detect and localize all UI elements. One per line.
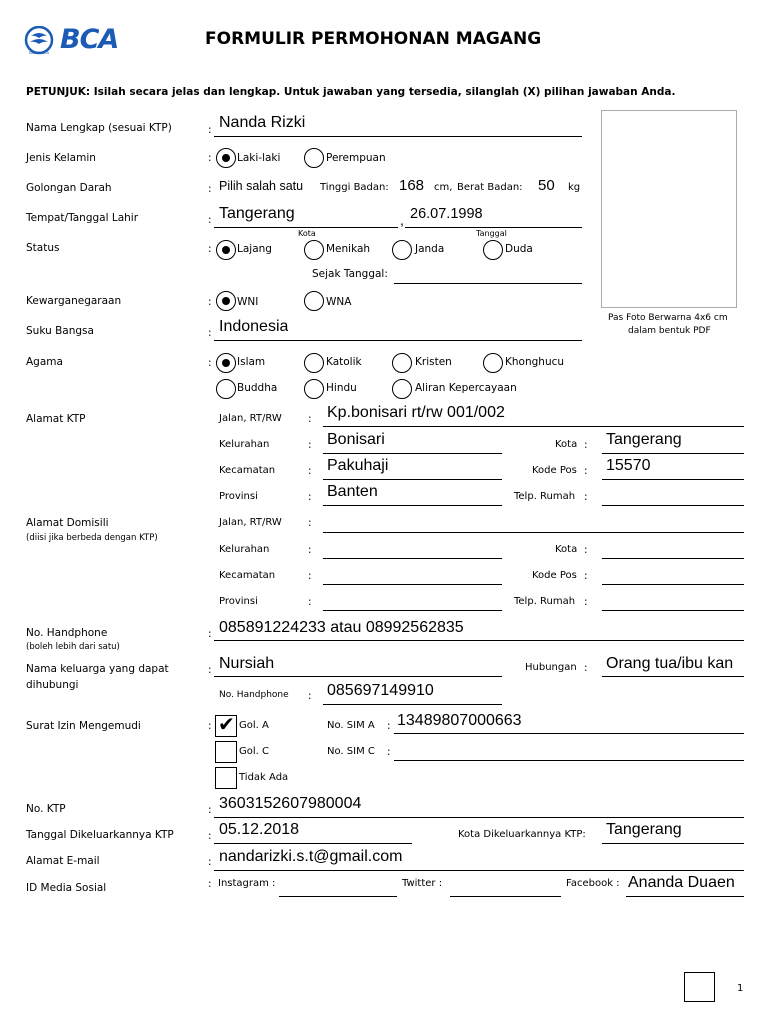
tgl-ktp-line — [214, 843, 412, 844]
check-icon: ✔ — [218, 712, 235, 736]
option-lajang: Lajang — [237, 243, 272, 255]
kota-ktp-field[interactable]: Tangerang — [606, 821, 682, 838]
option-laki-laki: Laki-laki — [237, 152, 281, 164]
tanggal-lahir-field[interactable]: 26.07.1998 — [410, 206, 483, 222]
dom-kelurahan-line[interactable] — [323, 558, 502, 559]
tinggi-badan-label: Tinggi Badan: — [320, 182, 389, 193]
radio-lajang[interactable] — [216, 240, 236, 260]
radio-duda[interactable] — [483, 240, 503, 260]
kota-ktp-label: Kota Dikeluarkannya KTP: — [458, 829, 586, 840]
radio-janda[interactable] — [392, 240, 412, 260]
option-kristen: Kristen — [415, 356, 452, 368]
ktp-telp-label: Telp. Rumah — [514, 491, 576, 502]
tidak-ada-label: Tidak Ada — [239, 772, 289, 783]
colon: : — [584, 465, 588, 477]
radio-wni[interactable] — [216, 291, 236, 311]
colon: : — [208, 296, 212, 308]
hubungan-field[interactable]: Orang tua/ibu kan — [606, 655, 734, 672]
ktp-kodepos-label: Kode Pos — [532, 465, 577, 476]
keluarga-field[interactable]: Nursiah — [219, 655, 275, 672]
ktp-kota-label: Kota — [555, 439, 578, 450]
keluarga-hp-field[interactable]: 085697149910 — [327, 682, 434, 699]
option-wni: WNI — [237, 296, 259, 308]
ktp-kota-field[interactable]: Tangerang — [606, 431, 682, 448]
handphone-line — [214, 640, 744, 641]
tempat-lahir-line — [214, 227, 398, 228]
dom-kodepos-label: Kode Pos — [532, 570, 577, 581]
gol-c-label: Gol. C — [239, 746, 269, 757]
sejak-tanggal-label: Sejak Tanggal: — [312, 268, 388, 280]
colon: : — [308, 596, 312, 608]
colon: : — [208, 878, 212, 890]
dom-provinsi-label: Provinsi — [219, 596, 258, 607]
email-line — [214, 870, 744, 871]
handphone-label: No. Handphone — [26, 627, 108, 639]
colon: : — [208, 183, 212, 195]
tgl-ktp-label: Tanggal Dikeluarkannya KTP — [26, 829, 174, 841]
photo-caption-1: Pas Foto Berwarna 4x6 cm — [608, 313, 728, 323]
sim-a-line — [394, 733, 744, 734]
jenis-kelamin-label: Jenis Kelamin — [26, 152, 96, 164]
colon: : — [308, 465, 312, 477]
radio-perempuan[interactable] — [304, 148, 324, 168]
kewarganegaraan-label: Kewarganegaraan — [26, 295, 122, 307]
ktp-label: No. KTP — [26, 803, 66, 815]
footer-box — [684, 972, 715, 1002]
dom-kecamatan-label: Kecamatan — [219, 570, 276, 581]
ttl-comma: , — [400, 212, 404, 228]
colon: : — [208, 804, 212, 816]
bca-logo-subtext: BANK BCA — [29, 50, 50, 55]
sim-c-label: No. SIM C — [327, 746, 375, 757]
ktp-jalan-label: Jalan, RT/RW — [219, 413, 282, 424]
colon: : — [308, 517, 312, 529]
kota-caption: Kota — [298, 229, 316, 238]
checkbox-gol-c[interactable] — [215, 741, 237, 763]
berat-badan-field[interactable]: 50 — [538, 177, 555, 194]
ktp-line — [214, 817, 744, 818]
dom-kota-label: Kota — [555, 544, 578, 555]
colon: : — [208, 214, 212, 226]
colon: : — [308, 690, 312, 702]
keluarga-label-1: Nama keluarga yang dapat — [26, 663, 169, 675]
option-buddha: Buddha — [237, 382, 278, 394]
facebook-line — [626, 896, 744, 897]
option-hindu: Hindu — [326, 382, 357, 394]
handphone-sublabel: (boleh lebih dari satu) — [26, 642, 120, 652]
colon: : — [208, 243, 212, 255]
berat-badan-label: Berat Badan: — [457, 182, 523, 193]
email-field[interactable]: nandarizki.s.t@gmail.com — [219, 848, 403, 865]
option-katolik: Katolik — [326, 356, 362, 368]
dom-kota-line[interactable] — [602, 558, 744, 559]
facebook-field[interactable]: Ananda Duaen — [628, 874, 735, 891]
colon: : — [308, 439, 312, 451]
page-number: 1 — [737, 983, 744, 994]
ktp-kodepos-line — [602, 479, 744, 480]
photo-box[interactable] — [601, 110, 737, 308]
alamat-domisili-label: Alamat Domisili — [26, 517, 109, 529]
colon: : — [387, 720, 391, 732]
colon: : — [584, 596, 588, 608]
radio-khonghucu[interactable] — [483, 353, 503, 373]
gol-a-label: Gol. A — [239, 720, 269, 731]
option-janda: Janda — [415, 243, 445, 255]
form-title: FORMULIR PERMOHONAN MAGANG — [205, 29, 542, 49]
ktp-kodepos-field[interactable]: 15570 — [606, 457, 651, 474]
colon: : — [308, 544, 312, 556]
golongan-darah-label: Golongan Darah — [26, 182, 112, 194]
ktp-kelurahan-field[interactable]: Bonisari — [327, 431, 385, 448]
dom-jalan-label: Jalan, RT/RW — [219, 517, 282, 528]
colon: : — [387, 746, 391, 758]
hubungan-line — [602, 676, 744, 677]
instructions: PETUNJUK: Isilah secara jelas dan lengkap. Untuk jawaban yang tersedia, silanglah (X) pilihan jawaban Anda. — [26, 86, 676, 98]
dom-kecamatan-line[interactable] — [323, 584, 502, 585]
colon: : — [584, 544, 588, 556]
twitter-label: Twitter : — [402, 878, 443, 889]
ktp-provinsi-line — [323, 505, 502, 506]
golongan-darah-select[interactable]: Pilih salah satu — [219, 179, 304, 193]
colon: : — [308, 491, 312, 503]
suku-line — [214, 340, 582, 341]
tgl-ktp-field[interactable]: 05.12.2018 — [219, 821, 300, 838]
tanggal-lahir-line — [405, 227, 582, 228]
ktp-kelurahan-line — [323, 453, 502, 454]
colon: : — [208, 357, 212, 369]
radio-aliran-kepercayaan[interactable] — [392, 379, 412, 399]
radio-buddha[interactable] — [216, 379, 236, 399]
medsos-label: ID Media Sosial — [26, 882, 107, 894]
option-aliran-kepercayaan: Aliran Kepercayaan — [415, 382, 517, 394]
kg-unit: kg — [568, 182, 581, 193]
checkbox-gol-a[interactable] — [215, 712, 237, 737]
keluarga-hp-label: No. Handphone — [219, 690, 289, 700]
suku-field[interactable]: Indonesia — [219, 318, 289, 335]
nama-field[interactable]: Nanda Rizki — [219, 114, 306, 131]
cm-unit: cm, — [434, 182, 453, 193]
nama-line — [214, 136, 582, 137]
keluarga-hp-line — [323, 704, 502, 705]
status-label: Status — [26, 242, 60, 254]
sim-label: Surat Izin Mengemudi — [26, 720, 141, 732]
ktp-kecamatan-field[interactable]: Pakuhaji — [327, 457, 389, 474]
alamat-ktp-label: Alamat KTP — [26, 413, 86, 425]
dom-kelurahan-label: Kelurahan — [219, 544, 270, 555]
dom-telp-line[interactable] — [602, 610, 744, 611]
handphone-field[interactable]: 085891224233 atau 08992562835 — [219, 619, 464, 636]
colon: : — [308, 570, 312, 582]
colon: : — [208, 152, 212, 164]
ktp-provinsi-field[interactable]: Banten — [327, 483, 378, 500]
keluarga-label-2: dihubungi — [26, 679, 79, 691]
radio-menikah[interactable] — [304, 240, 324, 260]
ktp-kelurahan-label: Kelurahan — [219, 439, 270, 450]
email-label: Alamat E-mail — [26, 855, 100, 867]
facebook-label: Facebook : — [566, 878, 620, 889]
sim-a-field[interactable]: 13489807000663 — [397, 712, 522, 729]
radio-kristen[interactable] — [392, 353, 412, 373]
sejak-tanggal-line[interactable] — [394, 283, 582, 284]
colon: : — [584, 439, 588, 451]
ktp-jalan-line — [323, 426, 744, 427]
instagram-line[interactable] — [279, 896, 397, 897]
colon: : — [584, 570, 588, 582]
ktp-jalan-field[interactable]: Kp.bonisari rt/rw 001/002 — [327, 404, 505, 421]
colon: : — [208, 628, 212, 640]
dom-jalan-line[interactable] — [323, 532, 744, 533]
colon: : — [208, 720, 212, 732]
bca-logo-text: BCA — [60, 24, 119, 55]
option-islam: Islam — [237, 356, 266, 368]
colon: : — [208, 124, 212, 136]
colon: : — [308, 413, 312, 425]
bca-logo — [22, 26, 137, 58]
option-wna: WNA — [326, 296, 352, 308]
colon: : — [208, 830, 212, 842]
ktp-provinsi-label: Provinsi — [219, 491, 258, 502]
ktp-field[interactable]: 3603152607980004 — [219, 795, 362, 812]
nama-label: Nama Lengkap (sesuai KTP) — [26, 122, 172, 134]
ktp-telp-line[interactable] — [602, 505, 744, 506]
colon: : — [208, 664, 212, 676]
agama-label: Agama — [26, 356, 63, 368]
option-khonghucu: Khonghucu — [505, 356, 565, 368]
alamat-domisili-sublabel: (diisi jika berbeda dengan KTP) — [26, 533, 158, 543]
sim-c-line[interactable] — [394, 760, 744, 761]
radio-islam[interactable] — [216, 353, 236, 373]
ktp-kecamatan-line — [323, 479, 502, 480]
instagram-label: Instagram : — [218, 878, 276, 889]
radio-katolik[interactable] — [304, 353, 324, 373]
photo-caption-2: dalam bentuk PDF — [628, 326, 711, 336]
radio-laki-laki[interactable] — [216, 148, 236, 168]
colon: : — [584, 662, 588, 674]
option-duda: Duda — [505, 243, 533, 255]
checkbox-tidak-ada[interactable] — [215, 767, 237, 789]
colon: : — [208, 856, 212, 868]
ktp-kota-line — [602, 453, 744, 454]
radio-wna[interactable] — [304, 291, 324, 311]
kota-ktp-line — [602, 843, 744, 844]
dom-provinsi-line[interactable] — [323, 610, 502, 611]
dom-telp-label: Telp. Rumah — [514, 596, 576, 607]
tanggal-caption: Tanggal — [476, 229, 507, 238]
ttl-label: Tempat/Tanggal Lahir — [26, 212, 139, 224]
option-perempuan: Perempuan — [326, 152, 386, 164]
sim-a-label: No. SIM A — [327, 720, 375, 731]
option-menikah: Menikah — [326, 243, 371, 255]
twitter-line[interactable] — [450, 896, 561, 897]
colon: : — [208, 327, 212, 339]
dom-kodepos-line[interactable] — [602, 584, 744, 585]
suku-label: Suku Bangsa — [26, 325, 94, 337]
tempat-lahir-field[interactable]: Tangerang — [219, 205, 295, 222]
keluarga-line — [214, 676, 502, 677]
hubungan-label: Hubungan — [525, 662, 577, 673]
tinggi-badan-field[interactable]: 168 — [399, 177, 425, 194]
colon: : — [584, 491, 588, 503]
ktp-kecamatan-label: Kecamatan — [219, 465, 276, 476]
radio-hindu[interactable] — [304, 379, 324, 399]
